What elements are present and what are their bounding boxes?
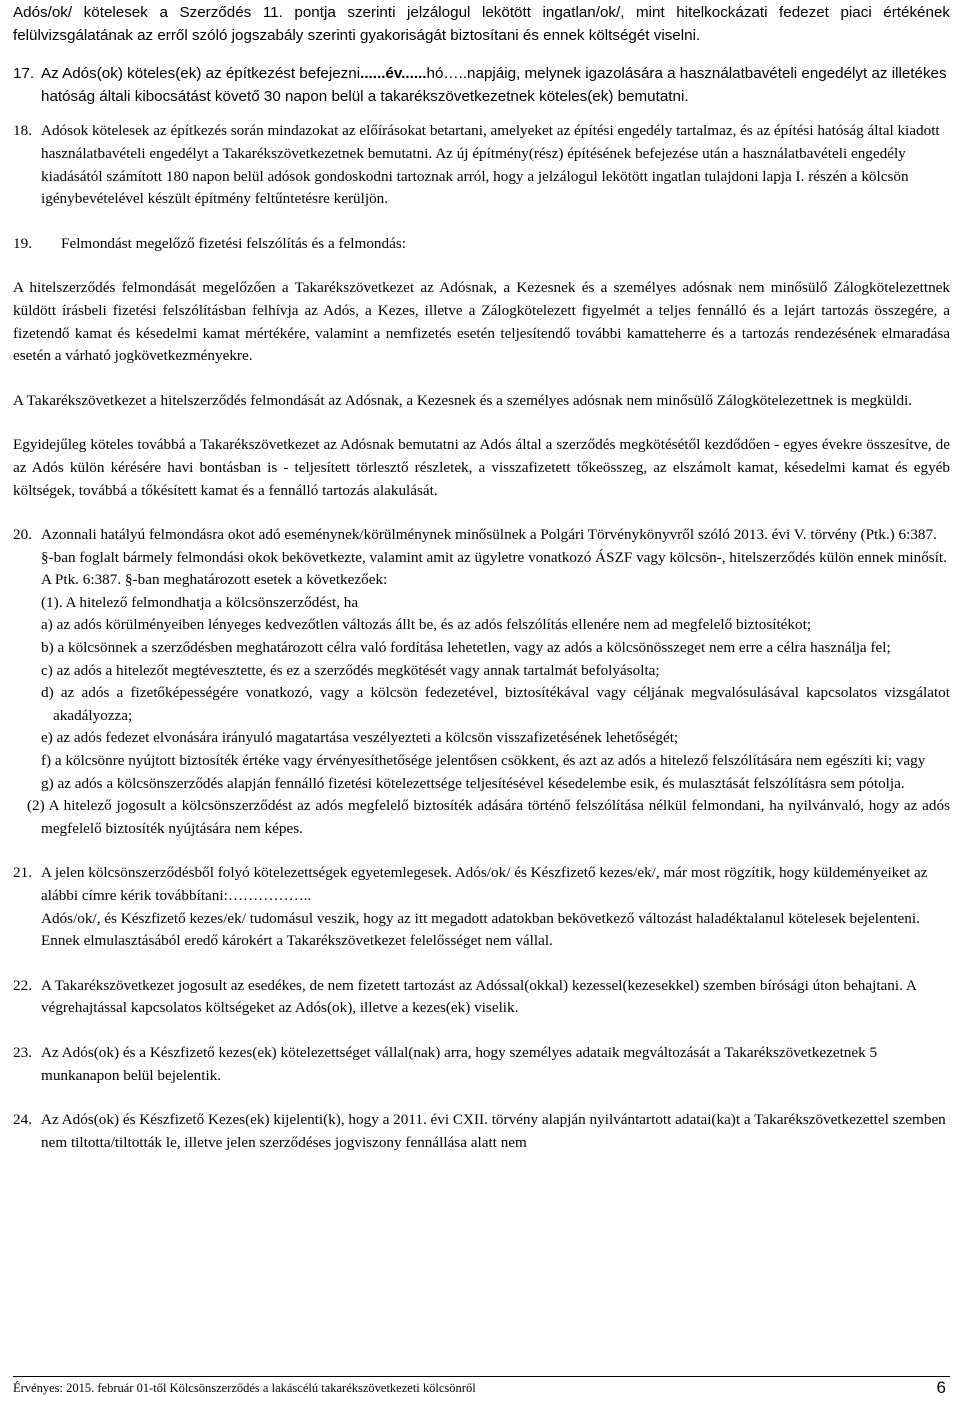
section-23-text: Az Adós(ok) és a Készfizető kezes(ek) kötelezettséget vállal(nak) arra, hogy személyes adataik megváltozását a Takarékszövetkezetnek 5 munkanapon belül bejelentik. xyxy=(41,1043,878,1084)
section-18-number: 18. xyxy=(13,122,32,140)
list-item: f) a kölcsönre nyújtott biztosíték értéke vagy érvényesíthetősége jelentősen csökkent, és azt az adós a hitelező felszólítására nem egészíti ki; vagy xyxy=(41,752,926,770)
section-17-number: 17. xyxy=(13,65,35,83)
section-19-paragraph-1: A hitelszerződés felmondását megelőzően a Takarékszövetkezet az Adósnak, a Kezesnek és a személyes adósnak nem minősülő Zálogkötelezettnek küldött írásbeli fizetési felszólításban felhívja az Adós, a Kezes, illetve a Zálogkötelezett figyelmét a teljes fennálló és a lejárt tartozás összegére, a fizetendő kamat és késedelmi kamat mértékére, valamint a nemfizetés esetén teljesítendő további kamatteherre és a tartozás rendezésének elmaradása esetén a várható jogkövetkezményekre. xyxy=(13,279,950,365)
section-17-text-b: hó….. xyxy=(426,65,468,83)
section-19-heading xyxy=(13,233,950,256)
section-23 xyxy=(13,1042,950,1087)
section-19-title: Felmondást megelőző fizetési felszólítás és a felmondás: xyxy=(61,234,406,252)
section-17-text-a: Az Adós(ok) köteles(ek) az építkezést befejezni xyxy=(41,65,361,83)
section-20-number: 20. xyxy=(13,526,32,544)
section-20-paragraph-2: (2) A hitelező jogosult a kölcsönszerződést az adós megfelelő biztosíték adására történő felszólítása nélkül felmondani, ha nyilvánvaló, hogy az adós megfelelő biztosíték nyújtására nem képes. xyxy=(27,797,950,837)
footer-text: Érvényes: 2015. február 01-től Kölcsönszerződés a lakáscélú takarékszövetkezeti kölcsönről xyxy=(13,1381,476,1395)
section-21-text-b: Adós/ok/, és Készfizető kezes/ek/ tudomásul veszik, hogy az itt megadott adatokban bekövetkező változást haladéktalanul kötelesek bejelenteni. Ennek elmulasztásából eredő károkért a Takarékszövetkezet felelősséget nem vállal. xyxy=(41,909,920,950)
section-18 xyxy=(13,120,950,210)
section-19-paragraph-2: A Takarékszövetkezet a hitelszerződés felmondását az Adósnak, a Kezesnek és a személyes adósnak nem minősülő Zálogkötelezettnek is megküldi. xyxy=(13,391,913,409)
section-19-paragraph-3: Egyidejűleg köteles továbbá a Takarékszövetkezet az Adósnak bemutatni az Adós által a szerződés megkötésétől kezdődően - egyes évekre összesítve, de az Adós külön kérésére havi bontásban is - teljesített törlesztő részletek, a visszafizetett tőkeösszeg, az elszámolt kamat, késedelmi kamat és egyéb költségek, továbbá a tőkésített kamat és a fennálló tartozás alakulását. xyxy=(13,436,950,499)
section-21 xyxy=(13,862,950,952)
section-19-number: 19. xyxy=(13,234,32,252)
section-21-number: 21. xyxy=(13,864,32,882)
section-24 xyxy=(13,1109,950,1154)
list-item: g) az adós a kölcsönszerződés alapján fennálló fizetési kötelezettsége teljesítésével késedelembe esik, és mulasztását felszólításra sem pótolja. xyxy=(41,774,905,792)
section-17 xyxy=(13,63,950,108)
section-21-text-a: A jelen kölcsönszerződésből folyó kötelezettségek egyetemlegesek. Adós/ok/ és Készfizető kezes/ek/, már most rögzítik, hogy küldeményeiket az alábbi címre kérik továbbítani:…………….. xyxy=(41,864,928,904)
section-17-year-blank: ......év xyxy=(360,65,402,83)
section-24-text: Az Adós(ok) és Készfizető Kezes(ek) kijelenti(k), hogy a 2011. évi CXII. törvény alapján nyilvántartott adatai(ka)t a Takarékszövetkezettel szemben nem tiltotta/tiltották le, illetve jelen szerződéses jogviszony fennállása alatt nem xyxy=(41,1111,946,1151)
section-22 xyxy=(13,975,950,1020)
section-20-ptk-line: A Ptk. 6:387. §-ban meghatározott esetek a következőek: xyxy=(41,571,388,589)
list-item: e) az adós fedezet elvonására irányuló magatartása veszélyezteti a kölcsön visszafizetésének lehetőségét; xyxy=(41,729,679,747)
section-20 xyxy=(13,524,950,569)
section-18-text: Adósok kötelesek az építkezés során mindazokat az előírásokat betartani, amelyeket az építési engedély tartalmaz, és az építési hatóság által kiadott használatbavételi engedélyt a Takarékszövetkezetnek bemutatni. Az új építmény(rész) építésének befejezése után a használatbavételi engedély kiadásától számított 180 napon belül adósok gondoskodni tartoznak arról, hogy a jelzálogul lekötött ingatlan tulajdoni lapja I. részén a kölcsön igénybevételével készült építmény feltűntetésre kerüljön. xyxy=(41,122,940,208)
list-item: a) az adós körülményeiben lényeges kedvezőtlen változás állt be, és az adós felszólítás ellenére nem ad megfelelő biztosítékot; xyxy=(41,616,812,634)
list-item: d) az adós a fizetőképességére vonatkozó, vagy a kölcsön fedezetével, biztosítékával vagy céljának megvalósulásával kapcsolatos vizsgálatot akadályozza; xyxy=(41,684,950,724)
section-24-number: 24. xyxy=(13,1111,32,1129)
page-footer xyxy=(13,1376,950,1401)
section-17-text-c: napjáig, melynek igazolására a használatbavételi engedélyt az illetékes hatóság általi kibocsátást követő 30 napon belül a takarékszövetkezetnek köteles(ek) bemutatni. xyxy=(41,65,947,105)
section-22-number: 22. xyxy=(13,976,32,994)
list-item: b) a kölcsönnek a szerződésben meghatározott célra való fordítása lehetetlen, vagy az adós a kölcsönösszeget nem erre a célra használja fel; xyxy=(41,639,891,657)
section-20-paragraph-1-intro: (1). A hitelező felmondhatja a kölcsönszerződést, ha xyxy=(41,593,359,611)
section-20-items xyxy=(13,614,950,795)
list-item: c) az adós a hitelezőt megtévesztette, és ez a szerződés megkötését vagy annak tartalmát befolyásolta; xyxy=(41,661,660,679)
section-20-text: Azonnali hatályú felmondásra okot adó eseménynek/körülménynek minősülnek a Polgári Törvénykönyvről szóló 2013. évi V. törvény (Ptk.) 6:387. §-ban foglalt bármely felmondási okok bekövetkezte, valamint amit az ügyletre vonatkozó ÁSZF vagy kölcsön-, hitelszerződés külön ennek minősít. xyxy=(41,526,947,566)
section-17-month-blank: ...... xyxy=(401,65,427,83)
section-22-text: A Takarékszövetkezet jogosult az esedékes, de nem fizetett tartozást az Adóssal(okkal) kezessel(kezesekkel) szemben bírósági úton behajtani. A végrehajtással kapcsolatos költségeket az Adós(ok), illetve a kezes(ek) viselik. xyxy=(41,976,916,1017)
section-23-number: 23. xyxy=(13,1043,32,1061)
page-number: 6 xyxy=(936,1378,946,1397)
intro-paragraph: Adós/ok/ kötelesek a Szerződés 11. pontja szerinti jelzálogul lekötött ingatlan/ok/, mint hitelkockázati fedezet piaci értékének felülvizsgálatának az erről szóló jogszabály szerinti gyakoriságát biztosítani és ennek költségét viselni. xyxy=(13,4,950,44)
